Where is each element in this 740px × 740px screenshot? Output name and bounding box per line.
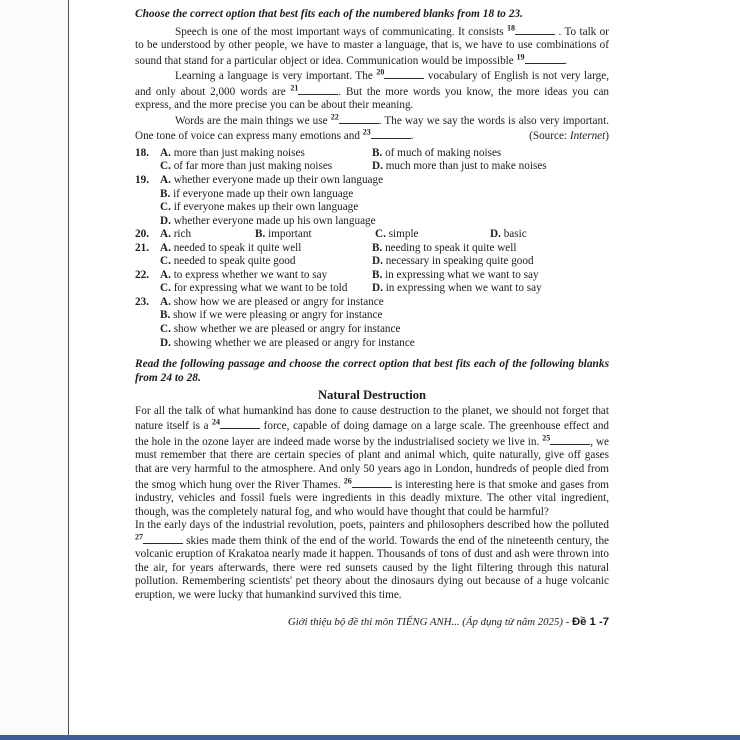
option-A: A. rich [160, 228, 192, 241]
answer-blank-20 [384, 68, 424, 79]
option-C: C. of far more than just making noises [160, 160, 333, 173]
option-A: A. to express whether we want to say [160, 268, 328, 281]
option-C: C. needed to speak quite good [160, 255, 296, 268]
passage-natural-destruction [135, 405, 609, 603]
option-D: D. showing whether we are pleased or angry for instance [160, 336, 415, 349]
blank-number-25: 25 [542, 433, 551, 443]
option-B: B. show if we were pleasing or angry for instance [160, 309, 383, 322]
option-A: A. needed to speak it quite well [160, 241, 302, 254]
source-note: (Source: Internet) [483, 130, 609, 144]
page-margin-line [68, 0, 69, 740]
option-C: C. show whether we are pleased or angry for instance [160, 323, 401, 336]
question-23 [135, 296, 609, 350]
passage-title: Natural Destruction [317, 388, 427, 403]
passage1-paragraph: Speech is one of the most important ways of communicating. It consists $^{18}$ . To talk or to be understood by other people, we have to master a language, that is, we have to use combinations of sound that stand for a particular object or idea. Communication would be impossible $^{19}$ . [135, 22, 609, 67]
blank-number-26: 26 [343, 475, 352, 485]
passage-speech [135, 24, 609, 144]
question-number: 20. [135, 228, 149, 241]
question-options [160, 269, 609, 296]
answer-blank-25 [550, 434, 590, 445]
question-options [160, 147, 609, 174]
page-footer [135, 616, 609, 630]
question-options [160, 296, 609, 350]
bottom-blue-bar [0, 735, 740, 740]
question-20 [135, 228, 609, 242]
option-B: B. in expressing what we want to say [372, 268, 539, 281]
page-margin-strip [0, 0, 68, 740]
option-A: A. whether everyone made up their own language [160, 174, 384, 187]
blank-number-20: 20 [376, 67, 385, 77]
option-D: D. in expressing when we want to say [372, 282, 542, 295]
footer-exam-code: Đề 1 -7 [571, 616, 609, 629]
blank-number-27: 27 [135, 531, 143, 541]
passage2-paragraph: In the early days of the industrial revolution, poets, painters and philosophers described how the polluted $^{27}$ skies made them think of the end of the world. Towards the end of the nineteenth century, the volcanic eruption of Krakatoa nearly made it happen. Thousands of tons of dust and ash were thrown into the air, for years afterwards, there were red sunsets caused by the light filtering through this natural pollution. Remembering scientists' pet theory about the dinosaurs dying out because of a huge volcanic eruption, we were lucky that humankind survived this time. [135, 519, 609, 601]
question-options [160, 174, 609, 228]
page-content [135, 8, 609, 630]
option-D: D. necessary in speaking quite good [372, 255, 534, 268]
option-D: D. much more than just to make noises [372, 160, 547, 173]
option-A: A. show how we are pleased or angry for instance [160, 295, 384, 308]
question-19 [135, 174, 609, 228]
question-22 [135, 269, 609, 296]
answer-blank-26 [352, 477, 392, 488]
answer-blank-19 [525, 53, 565, 64]
instruction-18-23: Choose the correct option that best fits each of the numbered blanks from 18 to 23. [135, 8, 523, 20]
option-C: C. for expressing what we want to be told [160, 282, 348, 295]
option-A: A. more than just making noises [160, 146, 305, 159]
question-options [160, 242, 609, 269]
option-B: B. if everyone made up their own language [160, 187, 354, 200]
option-B: B. of much of making noises [372, 146, 502, 159]
question-number: 23. [135, 295, 149, 308]
option-D: D. whether everyone made up his own language [160, 214, 376, 227]
blank-number-24: 24 [212, 417, 221, 427]
blank-number-18: 18 [507, 22, 516, 32]
instruction-24-28: Read the following passage and choose the correct option that best fits each of the following blanks from 24 to 28. [135, 358, 609, 384]
question-number: 18. [135, 146, 149, 159]
question-number: 22. [135, 268, 149, 281]
blank-number-21: 21 [290, 83, 299, 92]
answer-blank-22 [339, 113, 379, 124]
option-B: B. needing to speak it quite well [372, 241, 517, 254]
question-list [135, 147, 609, 350]
passage1-paragraph: Words are the main things we use $^{22}$ . The way we say the words is also very important. One tone of voice can express many emotions and $^{23}$ . (Source: Internet) [135, 112, 609, 143]
answer-blank-23 [371, 128, 411, 139]
option-C: C. simple [375, 228, 419, 241]
answer-blank-18 [515, 24, 555, 35]
option-D: D. basic [490, 228, 527, 241]
question-18 [135, 147, 609, 174]
blank-number-22: 22 [330, 112, 339, 122]
blank-number-19: 19 [516, 51, 525, 61]
answer-blank-24 [220, 418, 260, 429]
option-B: B. important [255, 228, 312, 241]
blank-number-23: 23 [362, 127, 371, 137]
answer-blank-21 [298, 84, 338, 95]
option-C: C. if everyone makes up their own language [160, 201, 359, 214]
question-number: 21. [135, 241, 149, 254]
question-21 [135, 242, 609, 269]
question-number: 19. [135, 174, 149, 187]
answer-blank-27 [143, 533, 183, 544]
question-options [160, 228, 609, 242]
passage2-paragraph: For all the talk of what humankind has done to cause destruction to the planet, we should not forget that nature itself is a $^{24}$ force, capable of doing damage on a large scale. The greenhouse effect and the hole in the ozone layer are indeed made worse by the industrialised society we live in. $^{25}$ , we must remember that there are certain species of plant and animal which, quite naturally, give off gases that are very harmful to the atmosphere. And only 50 years ago in London, hundreds of people died from the smog which hung over the River Thames. $^{26}$ is interesting here is that smoke and gases from industry, vehicles and fossil fuels were ingredients in this deadly mixture. The other vital ingredient, though, was the completely natural fog, and who would have thought that could be harmful? [135, 404, 610, 518]
footer-text: Giới thiệu bộ đề thi môn TIẾNG ANH... (Áp dụng từ năm 2025) - [287, 616, 572, 629]
passage1-paragraph: Learning a language is very important. The $^{20}$ vocabulary of English is not very large, and only about 2,000 words are $^{21}$ . But the more words you know, the more ideas you can express, and the more precise you can be about their meaning. [135, 67, 609, 112]
